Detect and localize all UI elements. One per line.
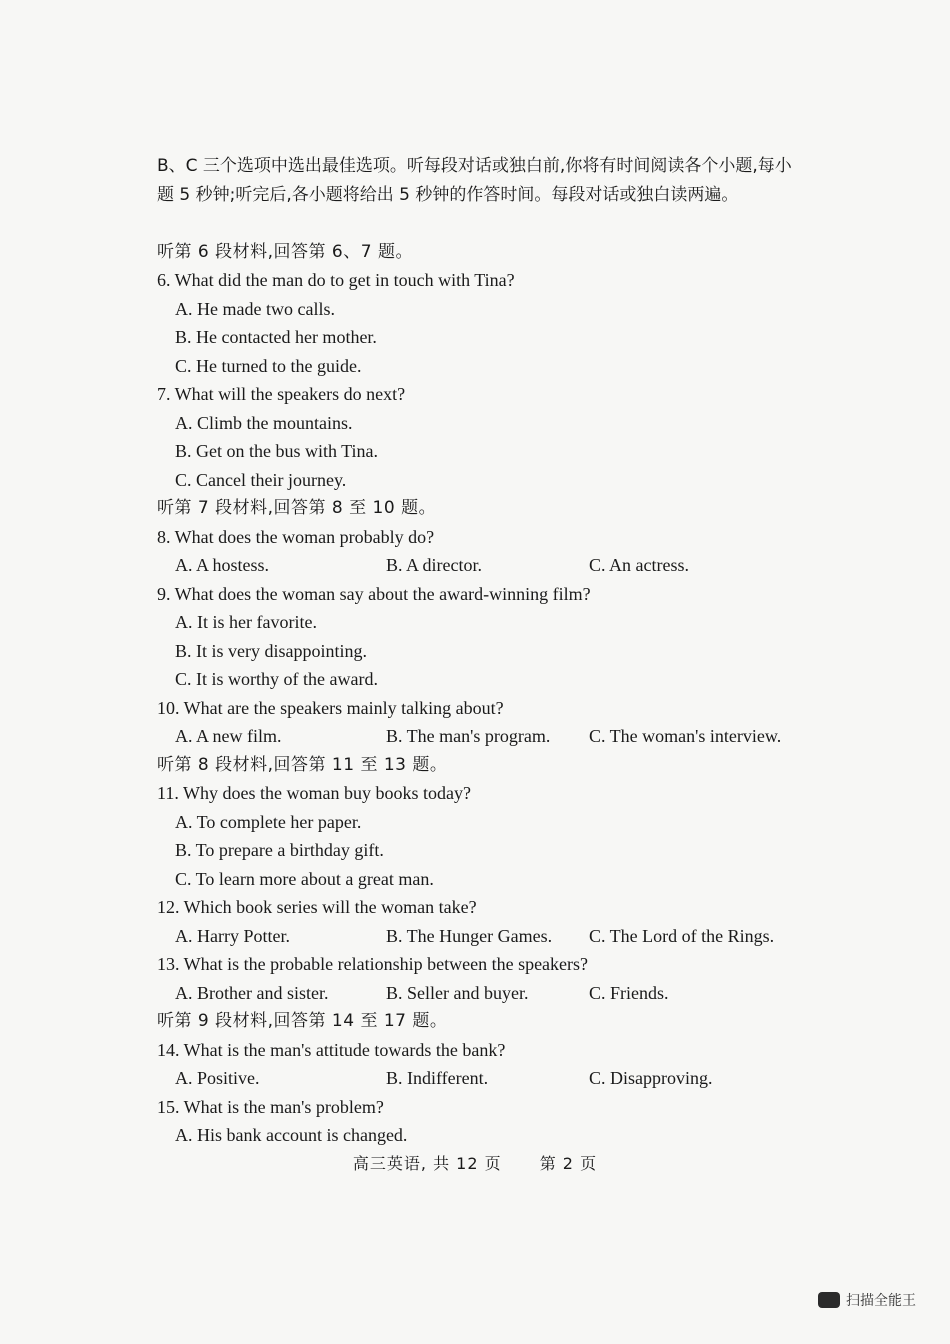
option-8b: B. A director.: [386, 555, 482, 575]
footer-page-number: 第 2 页: [539, 1154, 598, 1173]
option-10a: A. A new film.: [175, 726, 282, 746]
option-7b: B. Get on the bus with Tina.: [175, 441, 379, 461]
options-12: [157, 922, 797, 951]
options-8: [157, 551, 797, 580]
option-12b: B. The Hunger Games.: [386, 925, 553, 946]
options-13: [157, 979, 797, 1008]
option-11a: A. To complete her paper.: [175, 811, 362, 832]
question-10: 10. What are the speakers mainly talking about?: [157, 697, 504, 718]
scanner-logo-icon: [818, 1292, 840, 1308]
question-14: 14. What is the man's attitude towards the bank?: [157, 1039, 506, 1060]
option-14c: C. Disapproving.: [589, 1068, 713, 1088]
option-13b: B. Seller and buyer.: [386, 982, 529, 1003]
option-12a: A. Harry Potter.: [175, 925, 290, 946]
question-9: 9. What does the woman say about the award-winning film?: [157, 583, 591, 604]
option-10b: B. The man's program.: [386, 726, 551, 746]
question-13: 13. What is the probable relationship between the speakers?: [157, 954, 589, 974]
option-14b: B. Indifferent.: [386, 1068, 489, 1088]
option-9a: A. It is her favorite.: [175, 612, 317, 632]
option-8a: A. A hostess.: [175, 555, 270, 575]
option-9c: C. It is worthy of the award.: [175, 669, 378, 689]
options-14: [157, 1064, 797, 1093]
question-12: 12. Which book series will the woman take?: [157, 897, 477, 917]
question-7: 7. What will the speakers do next?: [157, 384, 406, 404]
option-6b: B. He contacted her mother.: [175, 327, 377, 347]
option-10c: C. The woman's interview.: [589, 726, 782, 746]
option-7a: A. Climb the mountains.: [175, 412, 353, 433]
option-13a: A. Brother and sister.: [175, 982, 329, 1003]
page-content: [157, 152, 797, 1150]
footer-subject: 高三英语, 共 12 页: [352, 1154, 502, 1173]
option-6c: C. He turned to the guide.: [175, 355, 362, 376]
option-9b: B. It is very disappointing.: [175, 640, 367, 661]
question-11: 11. Why does the woman buy books today?: [157, 783, 471, 803]
section-header-7: 听第 7 段材料,回答第 8 至 10 题。: [157, 498, 437, 518]
section-header-6: 听第 6 段材料,回答第 6、7 题。: [157, 241, 413, 262]
section-header-9: 听第 9 段材料,回答第 14 至 17 题。: [157, 1011, 448, 1031]
option-8c: C. An actress.: [589, 555, 689, 575]
page-footer: [0, 1151, 950, 1174]
section-header-8: 听第 8 段材料,回答第 11 至 13 题。: [157, 754, 448, 775]
scanner-watermark-text: 扫描全能王: [846, 1293, 916, 1309]
intro-text: B、C 三个选项中选出最佳选项。听每段对话或独白前,你将有时间阅读各个小题,每小题 5 秒钟;听完后,各小题将给出 5 秒钟的作答时间。每段对话或独白读两遍。: [157, 156, 792, 205]
options-10: [157, 722, 797, 751]
option-14a: A. Positive.: [175, 1068, 260, 1088]
option-12c: C. The Lord of the Rings.: [589, 925, 775, 946]
question-8: 8. What does the woman probably do?: [157, 526, 435, 547]
question-6: 6. What did the man do to get in touch with Tina?: [157, 270, 515, 290]
option-15a: A. His bank account is changed.: [175, 1125, 408, 1145]
option-13c: C. Friends.: [589, 982, 669, 1003]
option-6a: A. He made two calls.: [175, 298, 335, 319]
option-11b: B. To prepare a birthday gift.: [175, 840, 384, 860]
option-7c: C. Cancel their journey.: [175, 469, 347, 490]
option-11c: C. To learn more about a great man.: [175, 868, 434, 889]
question-15: 15. What is the man's problem?: [157, 1096, 384, 1117]
scanner-watermark: [818, 1290, 950, 1310]
